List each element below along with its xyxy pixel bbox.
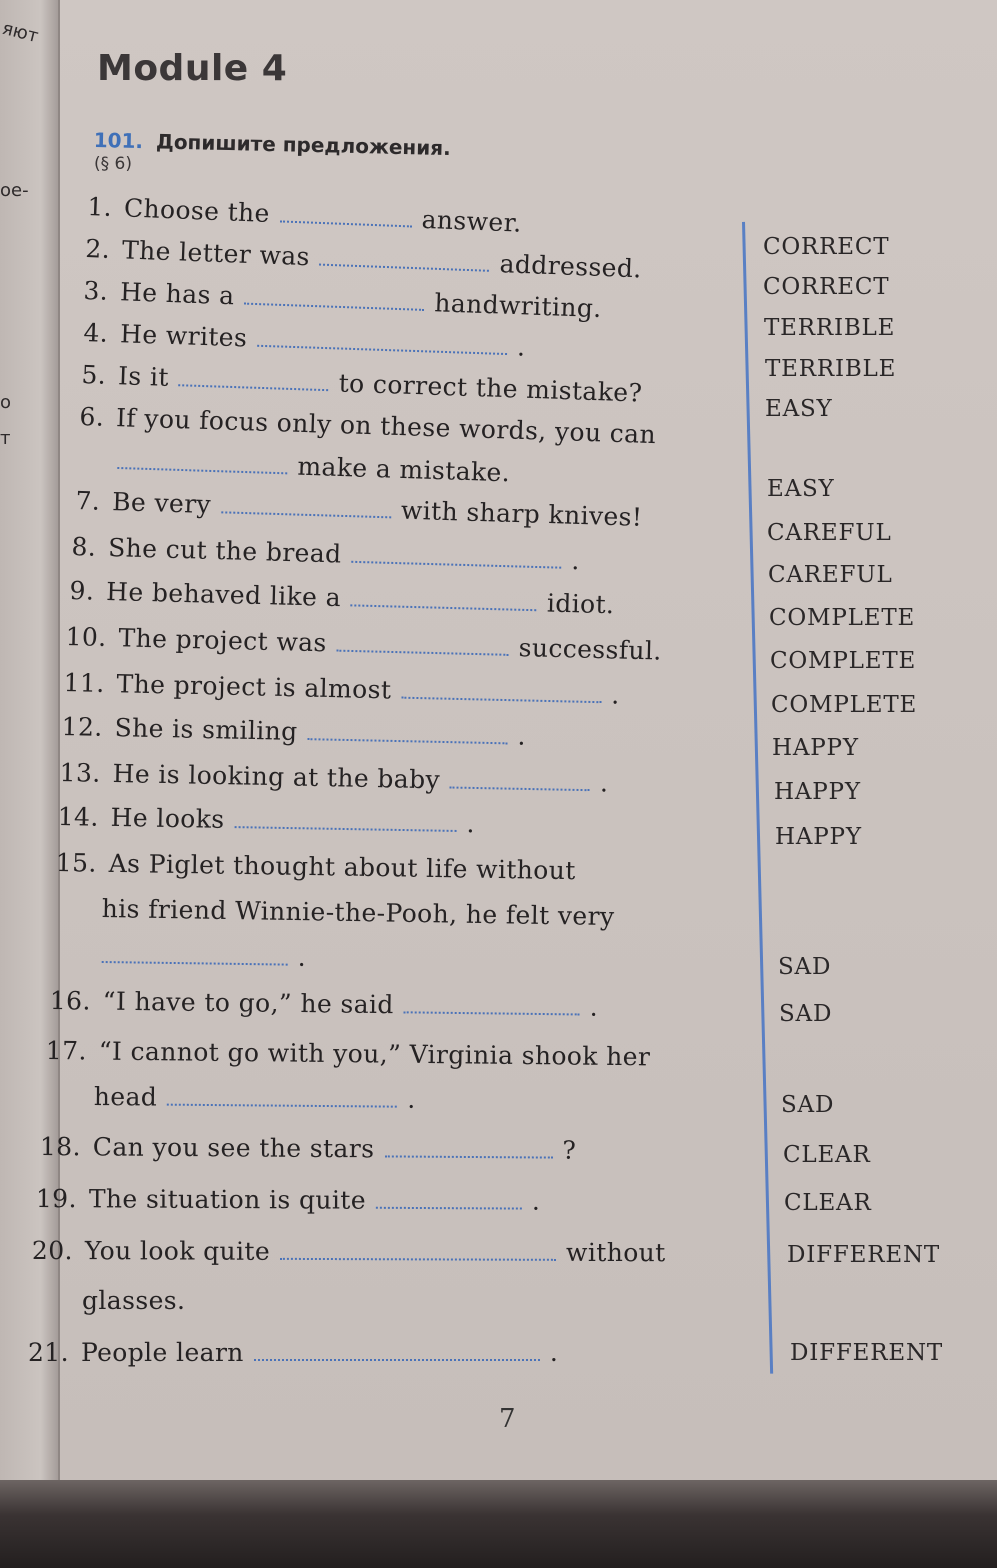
- blank-field[interactable]: [244, 297, 424, 311]
- blank-field[interactable]: [280, 1252, 556, 1261]
- adjacent-page-edge: [0, 0, 60, 1495]
- answer-word: HAPPY: [774, 779, 861, 805]
- sentence-row: 4. He writes .: [83, 318, 526, 362]
- sentence-row: 5. Is it to correct the mistake?: [81, 360, 643, 408]
- answer-column-divider: [742, 222, 773, 1374]
- module-title: Module 4: [97, 48, 288, 89]
- answer-word: DIFFERENT: [790, 1340, 944, 1366]
- exercise-instruction: Допишите предложения.: [155, 129, 451, 161]
- answer-word: COMPLETE: [769, 605, 916, 631]
- answer-word: HAPPY: [772, 735, 859, 761]
- sentence-row: 20. You look quite without: [31, 1236, 666, 1268]
- sentence-row: 13. He is looking at the baby .: [59, 758, 609, 798]
- blank-field[interactable]: [117, 461, 287, 474]
- sentence-row-continuation: his friend Winnie-the-Pooh, he felt very: [101, 894, 615, 932]
- answer-word: CORRECT: [763, 234, 890, 260]
- sentence-row: 15. As Piglet thought about life without: [55, 848, 576, 886]
- sentence-row: 12. She is smiling .: [61, 712, 527, 751]
- sentence-row: 3. He has a handwriting.: [82, 276, 603, 324]
- sentence-row: 9. He behaved like a idiot.: [69, 576, 615, 620]
- blank-field[interactable]: [384, 1149, 552, 1158]
- blank-field[interactable]: [404, 1005, 580, 1015]
- answer-word: SAD: [778, 954, 832, 980]
- answer-word: CAREFUL: [768, 562, 893, 588]
- sentence-row: 21. People learn .: [28, 1338, 559, 1367]
- sentence-row-continuation: make a mistake.: [117, 446, 510, 487]
- blank-field[interactable]: [337, 644, 509, 656]
- sentence-row: 14. He looks .: [57, 802, 476, 839]
- sentence-row: 7. Be very with sharp knives!: [75, 486, 643, 532]
- sentence-row-continuation: glasses.: [82, 1286, 186, 1315]
- exercise-number: 101.: [93, 128, 144, 154]
- sentence-row: 18. Can you see the stars ?: [39, 1132, 577, 1165]
- sentence-row: 17. “I cannot go with you,” Virginia shook her: [45, 1036, 651, 1072]
- blank-field[interactable]: [319, 258, 489, 272]
- answer-word: TERRIBLE: [764, 315, 896, 341]
- exercise-reference: (§ 6): [94, 154, 132, 174]
- exercise-header: [93, 128, 451, 160]
- blank-field[interactable]: [221, 505, 391, 518]
- sentence-row: 6. If you focus only on these words, you can: [79, 402, 657, 450]
- answer-word: EASY: [765, 396, 833, 422]
- answer-word: CLEAR: [784, 1190, 872, 1216]
- sentence-row-continuation: head .: [93, 1082, 416, 1114]
- answer-word: CAREFUL: [767, 520, 892, 546]
- blank-field[interactable]: [257, 339, 507, 355]
- page-number: 7: [499, 1404, 516, 1434]
- answer-word: TERRIBLE: [765, 356, 897, 382]
- answer-word: COMPLETE: [771, 692, 918, 718]
- sentence-row: 10. The project was successful.: [65, 622, 663, 666]
- left-page-fragment: о: [0, 392, 12, 413]
- blank-field[interactable]: [167, 1098, 397, 1108]
- answer-word: EASY: [767, 476, 835, 502]
- answer-word: SAD: [779, 1001, 833, 1027]
- blank-field[interactable]: [307, 732, 507, 744]
- blank-field[interactable]: [234, 820, 456, 832]
- table-background: [0, 1480, 997, 1568]
- left-page-fragment: яют: [0, 17, 41, 48]
- sentence-row: 8. She cut the bread .: [71, 532, 581, 576]
- blank-field[interactable]: [179, 378, 329, 391]
- answer-word: HAPPY: [775, 824, 862, 850]
- blank-field[interactable]: [279, 214, 411, 227]
- blank-field[interactable]: [376, 1201, 522, 1210]
- sentence-row: 2. The letter was addressed.: [84, 234, 643, 284]
- left-page-fragment: т: [0, 428, 11, 449]
- answer-word: SAD: [781, 1092, 835, 1118]
- sentence-row: 1. Choose the answer.: [86, 192, 523, 238]
- blank-field[interactable]: [254, 1353, 540, 1361]
- answer-word: CORRECT: [763, 274, 890, 300]
- blank-field[interactable]: [351, 598, 537, 611]
- sentence-row: 11. The project is almost .: [63, 668, 620, 710]
- sentence-row: 16. “I have to go,” he said .: [49, 986, 599, 1022]
- blank-field[interactable]: [102, 955, 288, 966]
- blank-field[interactable]: [450, 780, 590, 791]
- sentence-row: 19. The situation is quite .: [35, 1184, 541, 1216]
- left-page-fragment: ое-: [0, 180, 29, 201]
- blank-field[interactable]: [401, 691, 601, 704]
- answer-word: DIFFERENT: [787, 1242, 941, 1268]
- answer-word: COMPLETE: [770, 648, 917, 674]
- sentence-row-continuation: .: [102, 940, 307, 972]
- blank-field[interactable]: [351, 555, 561, 569]
- answer-word: CLEAR: [783, 1142, 871, 1168]
